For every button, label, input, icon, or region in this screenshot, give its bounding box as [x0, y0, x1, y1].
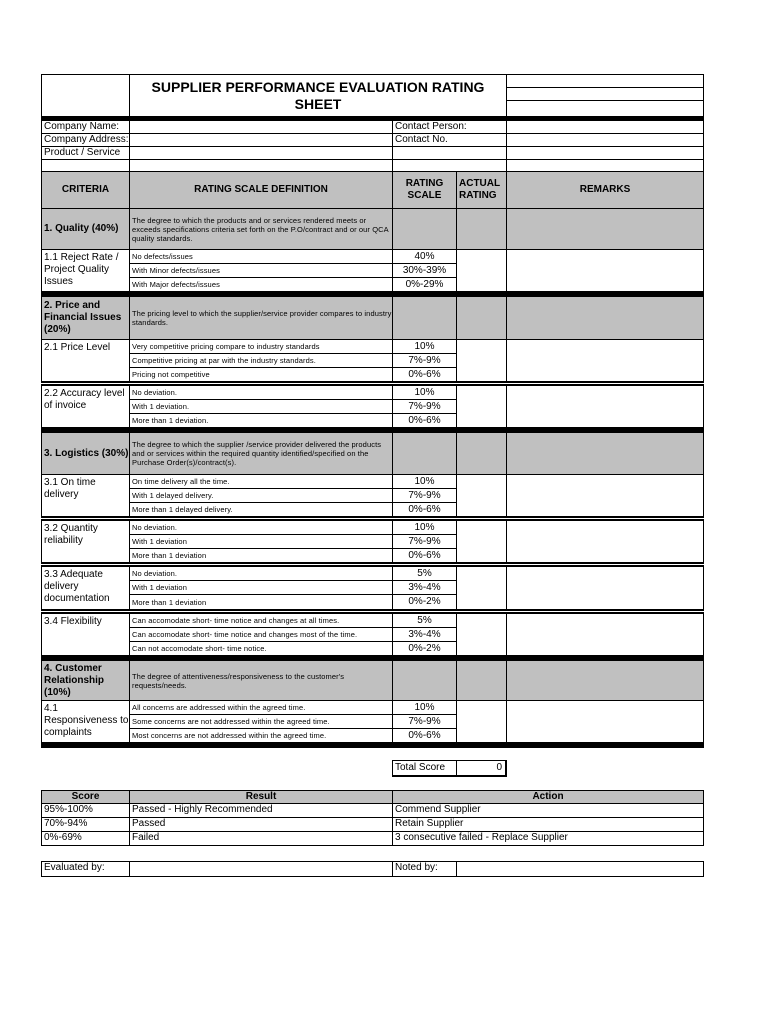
header-rating-scale: RATING SCALE	[392, 171, 457, 209]
doc-ref-field-3[interactable]	[506, 100, 704, 117]
item-3-3-remarks[interactable]	[506, 566, 704, 610]
legend-score-2: 70%-94%	[41, 817, 130, 832]
section-4-scale-blank	[392, 660, 457, 701]
legend-header-action: Action	[392, 790, 704, 804]
legend-score-3: 0%-69%	[41, 831, 130, 846]
doc-ref-field-2[interactable]	[506, 87, 704, 101]
product-service-label: Product / Service	[41, 146, 130, 160]
item-3-2-scale-2: 7%-9%	[392, 534, 457, 549]
item-2-1-scale-3: 0%-6%	[392, 367, 457, 382]
divider	[41, 743, 704, 748]
item-4-1-actual-rating[interactable]	[456, 700, 507, 743]
item-3-4-label: 3.4 Flexibility	[41, 613, 130, 656]
company-address-label: Company Address:	[41, 133, 130, 147]
item-2-2-scale-1: 10%	[392, 385, 457, 400]
item-4-1-def-3: Most concerns are not addressed within the agreed time.	[129, 728, 393, 743]
section-3-definition: The degree to which the supplier /service provider delivered the products and or services within the required quantity identified/specified on the Purchase Order(s)/contract(s).	[129, 432, 393, 475]
item-3-3-def-3: More than 1 deviation	[129, 594, 393, 610]
item-4-1-scale-2: 7%-9%	[392, 714, 457, 729]
item-1-1-def-1: No defects/issues	[129, 249, 393, 264]
item-3-4-scale-2: 3%-4%	[392, 627, 457, 642]
item-2-2-scale-2: 7%-9%	[392, 399, 457, 414]
page-title: SUPPLIER PERFORMANCE EVALUATION RATING SHEET	[129, 74, 507, 117]
legend-action-3: 3 consecutive failed - Replace Supplier	[392, 831, 704, 846]
section-1-scale-blank	[392, 208, 457, 250]
item-4-1-remarks[interactable]	[506, 700, 704, 743]
legend-action-1: Commend Supplier	[392, 803, 704, 818]
company-name-label: Company Name:	[41, 120, 130, 134]
contact-person-label: Contact Person:	[392, 120, 507, 134]
item-3-1-def-3: More than 1 delayed delivery.	[129, 502, 393, 517]
item-2-2-def-1: No deviation.	[129, 385, 393, 400]
header-actual-rating: ACTUAL RATING	[456, 171, 507, 209]
section-1-definition: The degree to which the products and or services rendered meets or exceeds specifications criteria set forth on the P.O/contract and or our QCA quality standards.	[129, 208, 393, 250]
header-rating-definition: RATING SCALE DEFINITION	[129, 171, 393, 209]
item-1-1-remarks[interactable]	[506, 249, 704, 292]
info-blank-1	[392, 146, 507, 160]
item-3-4-scale-3: 0%-2%	[392, 641, 457, 656]
item-3-1-label: 3.1 On time delivery	[41, 474, 130, 517]
item-2-1-def-2: Competitive pricing at par with the industry standards.	[129, 353, 393, 368]
item-3-1-remarks[interactable]	[506, 474, 704, 517]
item-4-1-def-1: All concerns are addressed within the agreed time.	[129, 700, 393, 715]
section-1-remarks-blank	[506, 208, 704, 250]
section-3-title: 3. Logistics (30%)	[41, 432, 130, 475]
item-3-2-label: 3.2 Quantity reliability	[41, 520, 130, 563]
item-3-1-scale-3: 0%-6%	[392, 502, 457, 517]
item-3-2-def-1: No deviation.	[129, 520, 393, 535]
item-1-1-label: 1.1 Reject Rate / Project Quality Issues	[41, 249, 130, 292]
product-service-field[interactable]	[129, 146, 393, 160]
contact-no-label: Contact No.	[392, 133, 507, 147]
item-1-1-scale-2: 30%-39%	[392, 263, 457, 278]
item-3-3-label: 3.3 Adequate delivery documentation	[41, 566, 130, 610]
item-3-2-remarks[interactable]	[506, 520, 704, 563]
item-2-1-def-3: Pricing not competitive	[129, 367, 393, 382]
item-2-2-def-2: With 1 deviation.	[129, 399, 393, 414]
evaluated-by-field[interactable]	[129, 861, 393, 877]
item-3-4-def-2: Can accomodate short- time notice and changes most of the time.	[129, 627, 393, 642]
header-remarks: REMARKS	[506, 171, 704, 209]
item-4-1-scale-3: 0%-6%	[392, 728, 457, 743]
item-2-1-remarks[interactable]	[506, 339, 704, 382]
item-4-1-label: 4.1 Responsiveness to complaints	[41, 700, 130, 743]
item-1-1-def-3: With Major defects/issues	[129, 277, 393, 292]
section-4-definition: The degree of attentiveness/responsiveness to the customer's requests/needs.	[129, 660, 393, 701]
section-2-definition: The pricing level to which the supplier/service provider compares to industry standards.	[129, 296, 393, 340]
item-2-2-remarks[interactable]	[506, 385, 704, 428]
section-2-actual-blank	[456, 296, 507, 340]
item-1-1-actual-rating[interactable]	[456, 249, 507, 292]
noted-by-field[interactable]	[456, 861, 704, 877]
company-address-field[interactable]	[129, 133, 393, 147]
item-2-1-label: 2.1 Price Level	[41, 339, 130, 382]
legend-header-score: Score	[41, 790, 130, 804]
item-3-2-scale-1: 10%	[392, 520, 457, 535]
section-3-remarks-blank	[506, 432, 704, 475]
item-3-3-def-1: No deviation.	[129, 566, 393, 581]
item-3-4-actual-rating[interactable]	[456, 613, 507, 656]
legend-result-1: Passed - Highly Recommended	[129, 803, 393, 818]
item-2-1-scale-1: 10%	[392, 339, 457, 354]
item-2-2-scale-3: 0%-6%	[392, 413, 457, 428]
item-1-1-scale-3: 0%-29%	[392, 277, 457, 292]
section-4-title: 4. Customer Relationship (10%)	[41, 660, 130, 701]
item-3-1-actual-rating[interactable]	[456, 474, 507, 517]
section-1-title: 1. Quality (40%)	[41, 208, 130, 250]
section-2-scale-blank	[392, 296, 457, 340]
section-2-remarks-blank	[506, 296, 704, 340]
section-1-actual-blank	[456, 208, 507, 250]
legend-result-2: Passed	[129, 817, 393, 832]
item-2-2-label: 2.2 Accuracy level of invoice	[41, 385, 130, 428]
contact-no-field[interactable]	[506, 133, 704, 147]
section-4-actual-blank	[456, 660, 507, 701]
section-3-actual-blank	[456, 432, 507, 475]
item-1-1-def-2: With Minor defects/issues	[129, 263, 393, 278]
item-3-2-scale-3: 0%-6%	[392, 548, 457, 563]
item-4-1-def-2: Some concerns are not addressed within the agreed time.	[129, 714, 393, 729]
item-3-1-scale-2: 7%-9%	[392, 488, 457, 503]
noted-by-label: Noted by:	[392, 861, 457, 877]
total-score-value: 0	[456, 760, 507, 777]
legend-result-3: Failed	[129, 831, 393, 846]
item-2-1-scale-2: 7%-9%	[392, 353, 457, 368]
item-3-3-scale-1: 5%	[392, 566, 457, 581]
company-name-field[interactable]	[129, 120, 393, 134]
header-criteria: CRITERIA	[41, 171, 130, 209]
info-blank-2	[506, 146, 704, 160]
item-2-2-def-3: More than 1 deviation.	[129, 413, 393, 428]
item-3-3-actual-rating[interactable]	[456, 566, 507, 610]
item-3-4-remarks[interactable]	[506, 613, 704, 656]
title-logo-cell	[41, 74, 130, 117]
section-2-title: 2. Price and Financial Issues (20%)	[41, 296, 130, 340]
item-2-1-def-1: Very competitive pricing compare to industry standards	[129, 339, 393, 354]
item-3-4-scale-1: 5%	[392, 613, 457, 628]
item-3-4-def-1: Can accomodate short- time notice and changes at all times.	[129, 613, 393, 628]
item-4-1-scale-1: 10%	[392, 700, 457, 715]
section-4-remarks-blank	[506, 660, 704, 701]
item-3-2-actual-rating[interactable]	[456, 520, 507, 563]
contact-person-field[interactable]	[506, 120, 704, 134]
item-1-1-scale-1: 40%	[392, 249, 457, 264]
item-2-2-actual-rating[interactable]	[456, 385, 507, 428]
item-3-4-def-3: Can not accomodate short- time notice.	[129, 641, 393, 656]
legend-action-2: Retain Supplier	[392, 817, 704, 832]
item-3-1-def-1: On time delivery all the time.	[129, 474, 393, 489]
item-3-1-scale-1: 10%	[392, 474, 457, 489]
evaluated-by-label: Evaluated by:	[41, 861, 130, 877]
item-3-2-def-2: With 1 deviation	[129, 534, 393, 549]
section-3-scale-blank	[392, 432, 457, 475]
total-score-label: Total Score	[392, 760, 457, 777]
legend-score-1: 95%-100%	[41, 803, 130, 818]
doc-ref-field-1[interactable]	[506, 74, 704, 88]
item-3-1-def-2: With 1 delayed delivery.	[129, 488, 393, 503]
item-3-3-def-2: With 1 deviation	[129, 580, 393, 595]
legend-header-result: Result	[129, 790, 393, 804]
item-2-1-actual-rating[interactable]	[456, 339, 507, 382]
item-3-2-def-3: More than 1 deviation	[129, 548, 393, 563]
item-3-3-scale-3: 0%-2%	[392, 594, 457, 610]
item-3-3-scale-2: 3%-4%	[392, 580, 457, 595]
